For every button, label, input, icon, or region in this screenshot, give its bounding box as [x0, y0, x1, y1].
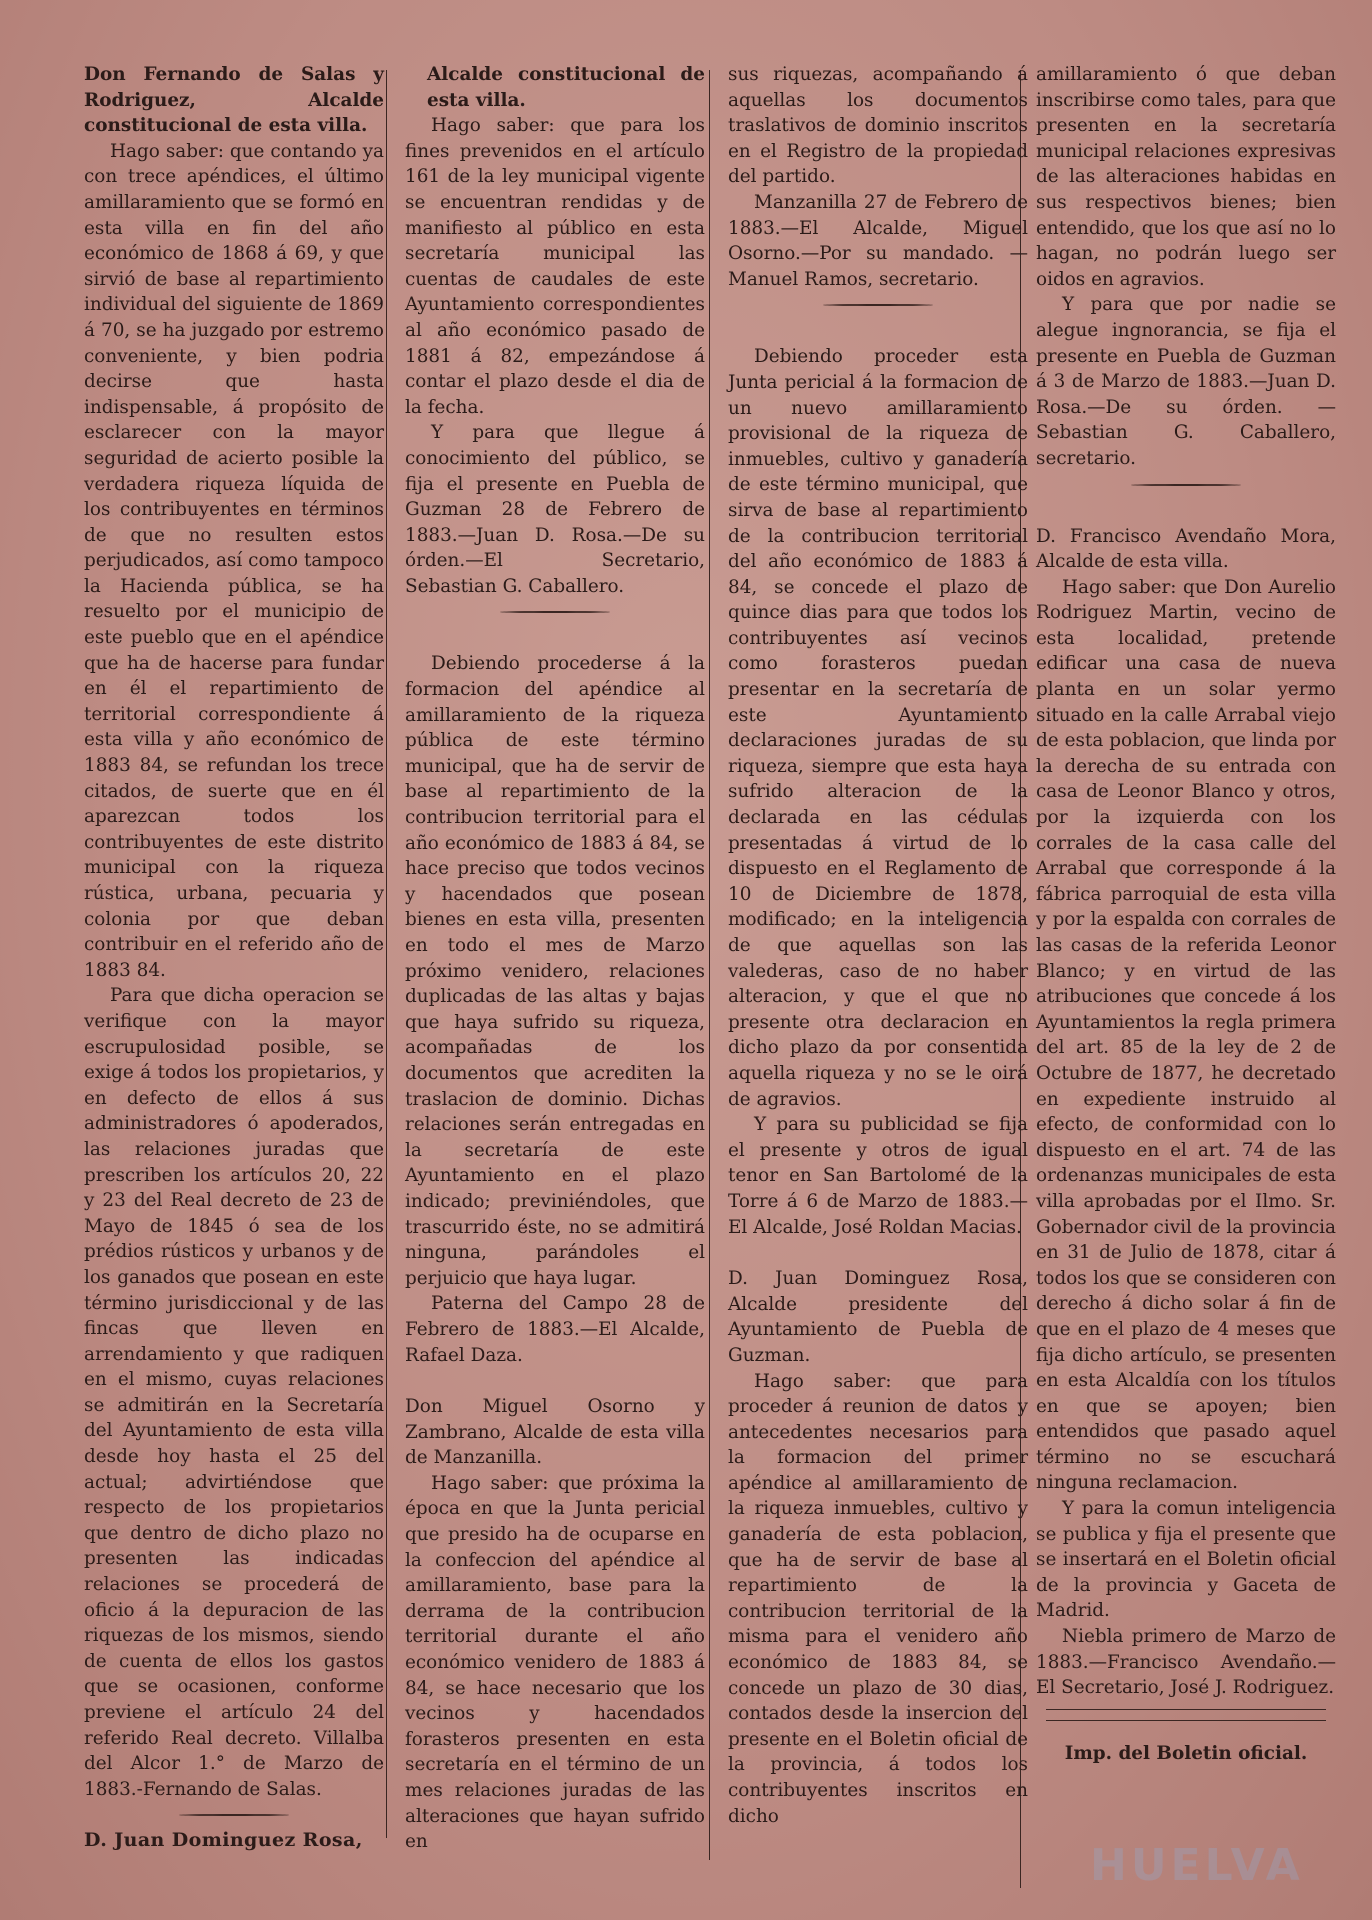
notice-paragraph: Hago saber: que para los fines prevenidos en el artículo 161 de la ley municipal vigente se encuentran rendidas y de manifiesto al público en esta secretaría municipal las cuentas de caudales de este Ayuntamiento correspondientes al año económico pasado de 1881 á 82, empezándose á contar el plazo desde el dia de la fecha.	[405, 115, 705, 418]
spacer	[1036, 498, 1336, 524]
separator-rule	[728, 292, 1028, 318]
notice-paragraph: Paterna del Campo 28 de Febrero de 1883.—El Alcalde, Rafael Daza.	[405, 1293, 705, 1366]
notice-heading: D. Juan Dominguez Rosa,	[84, 1829, 363, 1852]
separator-rule	[1036, 472, 1336, 498]
spacer	[728, 318, 1028, 344]
spacer	[728, 1240, 1028, 1266]
notice-paragraph: Hago saber: que próxima la época en que la Junta pericial que presido ha de ocuparse en la confeccion del apéndice al amillaramiento, base para la derrama de la contribucion territorial durante el año económico venidero de 1883 á 84, se hace necesario que los vecinos y hacendados forasteros presenten en esta secretaría en el término de un mes relaciones juradas de las alteraciones que hayan sufrido en	[405, 1472, 705, 1853]
notice-paragraph: Y para su publicidad se fija el presente y otros de igual tenor en San Bartolomé de la Torre á 6 de Marzo de 1883.—El Alcalde, José Roldan Macias.	[728, 1114, 1028, 1238]
notice-paragraph: Debiendo procederse á la formacion del apéndice al amillaramiento de la riqueza pública de este término municipal, que ha de servir de base al repartimiento de la contribucion territorial para el año económico de 1883 á 84, se hace preciso que todos vecinos y hacendados que posean bienes en esta villa, presenten en todo el mes de Marzo próximo venidero, relaciones duplicadas de las altas y bajas que haya sufrido su riqueza, acompañadas de los documentos que acrediten la traslacion de dominio. Dichas relaciones serán entregadas en la secretaría de este Ayuntamiento en el plazo indicado; previniéndoles, que trascurrido éste, no se admitirá ninguna, parándoles el perjuicio que haya lugar.	[405, 653, 705, 1289]
notice-paragraph: Y para que por nadie se alegue ingnorancia, se fija el presente en Puebla de Guzman á 3 de Marzo de 1883.—Juan D. Rosa.—De su órden. —Sebastian G. Caballero, secretario.	[1036, 294, 1336, 469]
notice-heading: D. Juan Dominguez Rosa, Alcalde presidente del Ayuntamiento de Puebla de Guzman.	[728, 1268, 1028, 1366]
notice-heading-continued: Alcalde constitucional de esta villa.	[427, 64, 705, 111]
column-1	[84, 62, 384, 1854]
printer-imprint: Imp. del Boletin oficial.	[1064, 1742, 1308, 1764]
notice-paragraph: Manzanilla 27 de Febrero de 1883.—El Alcalde, Miguel Osorno.—Por su mandado. —Manuel Ramos, secretario.	[728, 191, 1028, 290]
column-3	[728, 62, 1028, 1829]
notice-heading: Don Fernando de Salas y Rodriguez, Alcalde constitucional de esta villa.	[84, 64, 384, 137]
column-divider	[386, 70, 387, 1838]
notice-heading: D. Francisco Avendaño Mora, Alcalde de esta villa.	[1036, 525, 1336, 573]
notice-paragraph: Debiendo proceder esta Junta pericial á la formacion de un nuevo amillaramiento provisional de la riqueza de inmuebles, cultivo y ganadería de este término municipal, que sirva de base al repartimiento de la contribucion territorial del año económico de 1883 á 84, se concede el plazo de quince dias para que todos los contribuyentes así vecinos como forasteros puedan presentar en la secretaría de este Ayuntamiento declaraciones juradas de su riqueza, siempre que esta haya sufrido alteracion de la declarada en las cédulas presentadas á virtud de lo dispuesto en el Reglamento de 10 de Diciembre de 1878, modificado; en la inteligencia de que aquellas son las valederas, caso de no haber alteracion, y que el que no presente otra declaracion en dicho plazo da por consentida aquella riqueza y no se le oirá de agravios.	[728, 346, 1028, 1110]
separator-rule	[405, 599, 705, 625]
double-rule	[1046, 1709, 1326, 1721]
column-2	[405, 62, 705, 1855]
column-4	[1036, 62, 1336, 1766]
notice-heading: Don Miguel Osorno y Zambrano, Alcalde de esta villa de Manzanilla.	[405, 1396, 705, 1469]
notice-paragraph: Hago saber: que contando ya con trece apéndices, el último amillaramiento que se formó en esta villa en fin del año económico de 1868 á 69, y que sirvió de base al repartimiento individual del siguiente de 1869 á 70, se ha juzgado por estremo conveniente, y bien podria decirse que hasta indispensable, á propósito de esclarecer con la mayor seguridad de acierto posible la verdadera riqueza líquida de los contribuyentes en términos de que no resulten estos perjudicados, así como tampoco la Hacienda pública, se ha resuelto por el municipio de este pueblo que en el apéndice que ha de hacerse para fundar en él el repartimiento de territorial correspondiente á esta villa y año económico de 1883 84, se refundan los trece citados, de suerte que en él aparezcan todos los contribuyentes de este distrito municipal con la riqueza rústica, urbana, pecuaria y colonia por que deban contribuir en el referido año de 1883 84.	[84, 140, 384, 981]
notice-paragraph: Niebla primero de Marzo de 1883.—Francisco Avendaño.—El Secretario, José J. Rodriguez.	[1036, 1626, 1336, 1699]
spacer	[405, 625, 705, 651]
notice-paragraph: Y para que llegue á conocimiento del público, se fija el presente en Puebla de Guzman 28 de Febrero de 1883.—Juan D. Rosa.—De su órden.—El Secretario, Sebastian G. Caballero.	[405, 422, 705, 597]
notice-paragraph-continued: amillaramiento ó que deban inscribirse como tales, para que presenten en la secretaría municipal relaciones expresivas de las alteraciones habidas en sus respectivos bienes; bien entendido, que los que así no lo hagan, no podrán luego ser oidos en agravios.	[1036, 64, 1336, 290]
notice-paragraph: Hago saber: que para proceder á reunion de datos y antecedentes necesarios para la formacion del primer apéndice al amillaramiento de la riqueza inmuebles, cultivo y ganadería de esta poblacion, que ha de servir de base al repartimiento de la contribucion territorial de la misma para el venidero año económico de 1883 84, se concede un plazo de 30 dias, contados desde la insercion del presente en el Boletin oficial de la provincia, á todos los contribuyentes inscritos en dicho	[728, 1370, 1028, 1827]
notice-paragraph: Para que dicha operacion se verifique con la mayor escrupulosidad posible, se exige á todos los propietarios, y en defecto de ellos á sus administradores ó apoderados, las relaciones juradas que prescriben los artículos 20, 22 y 23 del Real decreto de 23 de Mayo de 1845 ó sea de los prédios rústicos y urbanos y de los ganados que posean en este término jurisdiccional y de las fincas que lleven en arrendamiento y que radiquen en el mismo, cuyas relaciones se admitirán en la Secretaría del Ayuntamiento de esta villa desde hoy hasta el 25 del actual; advirtiéndose que respecto de los propietarios que dentro de dicho plazo no presenten las indicadas relaciones se procederá de oficio á la depuracion de las riquezas de los mismos, siendo de cuenta de ellos los gastos que se ocasionen, conforme previene el artículo 24 del referido Real decreto. Villalba del Alcor 1.° de Marzo de 1883.-Fernando de Salas.	[84, 985, 384, 1800]
separator-rule	[84, 1802, 384, 1828]
watermark-logo: HUELVA	[1090, 1840, 1304, 1891]
spacer	[405, 1368, 705, 1394]
notice-paragraph: Y para la comun inteligencia se publica y fija el presente que se insertará en el Boletin oficial de la provincia y Gaceta de Madrid.	[1036, 1498, 1336, 1622]
notice-paragraph-continued: sus riquezas, acompañando á aquellas los documentos traslativos de dominio inscritos en el Registro de la propiedad del partido.	[728, 64, 1028, 188]
column-divider	[709, 70, 710, 1860]
notice-paragraph: Hago saber: que Don Aurelio Rodriguez Martin, vecino de esta localidad, pretende edificar una casa de nueva planta en un solar yermo situado en la calle Arrabal viejo de esta poblacion, que linda por la derecha de su entrada con casa de Leonor Blanco y otros, por la izquierda con los corrales de la casa calle del Arrabal que corresponde á la fábrica parroquial de esta villa y por la espalda con corrales de las casas de la referida Leonor Blanco; y en virtud de las atribuciones que concede á los Ayuntamientos la regla primera del art. 85 de la ley de 2 de Octubre de 1877, he decretado en expediente instruido al efecto, de conformidad con lo dispuesto en el art. 74 de las ordenanzas municipales de esta villa aprobadas por el Ilmo. Sr. Gobernador civil de la provincia en 31 de Julio de 1878, citar á todos los que se consideren con derecho á dicho solar á fin de que en el plazo de 4 meses que fija dicho artículo, se presenten en esta Alcaldía con los títulos en que se apoyen; bien entendidos que pasado aquel término no se escuchará ninguna reclamacion.	[1036, 576, 1336, 1494]
